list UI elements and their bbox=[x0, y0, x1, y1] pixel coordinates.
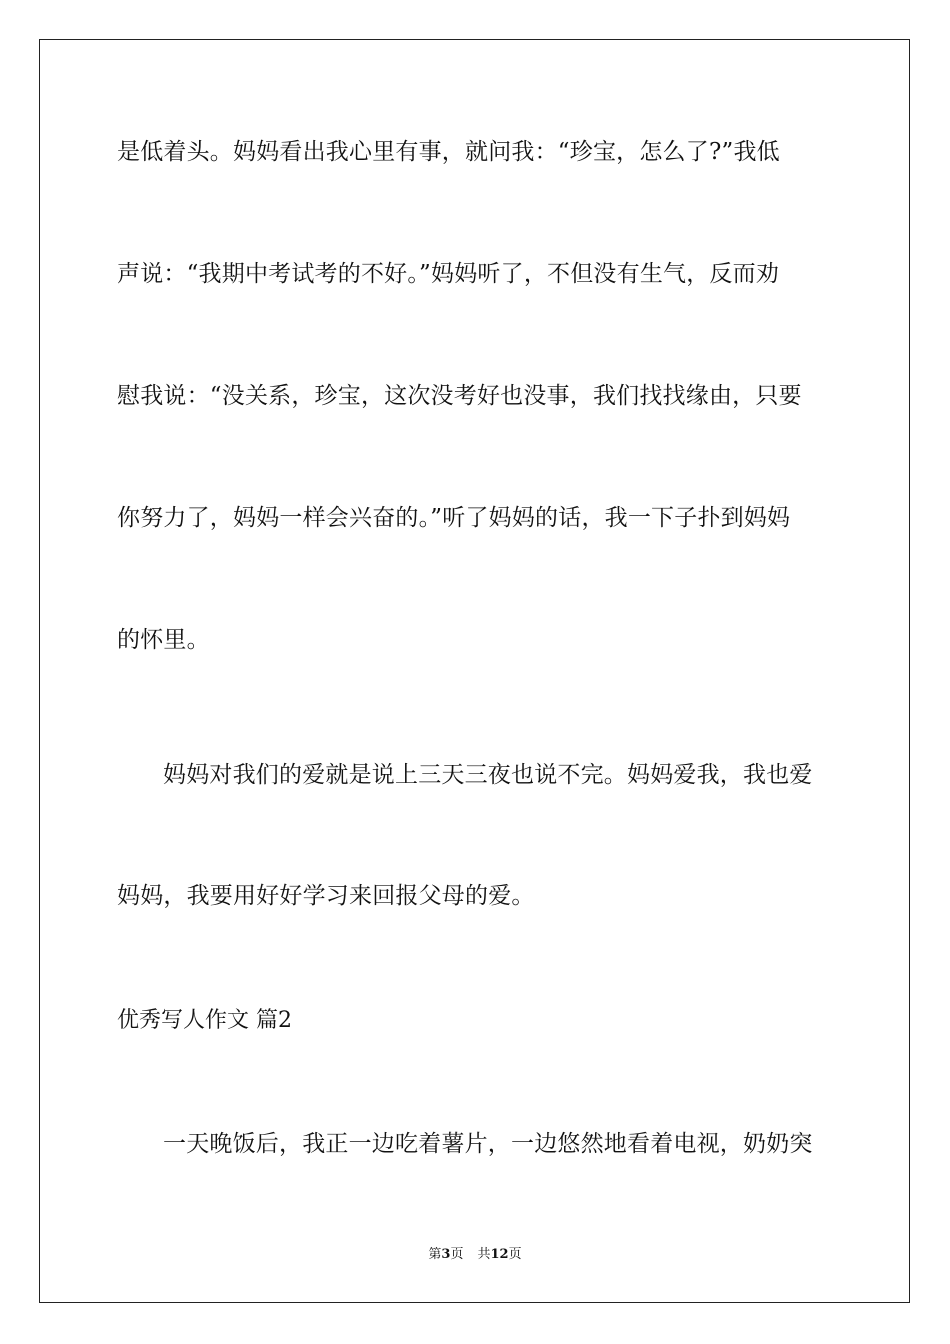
body-line-7: 妈妈，我要用好好学习来回报父母的爱。 bbox=[117, 883, 535, 909]
page-border bbox=[39, 39, 910, 1303]
footer-total-suffix: 页 bbox=[508, 1247, 522, 1262]
body-line-1: 是低着头。妈妈看出我心里有事，就问我：“珍宝，怎么了?”我低 bbox=[117, 139, 780, 165]
body-line-6: 妈妈对我们的爱就是说上三天三夜也说不完。妈妈爱我，我也爱 bbox=[163, 762, 813, 788]
footer-page-total: 12 bbox=[490, 1247, 509, 1262]
body-line-8: 一天晚饭后，我正一边吃着薯片，一边悠然地看着电视，奶奶突 bbox=[163, 1131, 813, 1157]
footer-total-prefix: 共 bbox=[477, 1247, 491, 1262]
footer-page-prefix: 第 bbox=[428, 1247, 442, 1262]
footer-page-current: 3 bbox=[441, 1247, 451, 1262]
footer-page-suffix: 页 bbox=[450, 1247, 464, 1262]
body-line-5: 的怀里。 bbox=[117, 627, 210, 653]
body-line-2: 声说：“我期中考试考的不好。”妈妈听了，不但没有生气，反而劝 bbox=[117, 261, 780, 287]
body-line-4: 你努力了，妈妈一样会兴奋的。”听了妈妈的话，我一下子扑到妈妈 bbox=[117, 505, 791, 531]
page-footer bbox=[0, 1246, 950, 1264]
body-line-3: 慰我说：“没关系，珍宝，这次没考好也没事，我们找找缘由，只要 bbox=[117, 383, 802, 409]
section-heading: 优秀写人作文 篇2 bbox=[117, 1008, 292, 1033]
